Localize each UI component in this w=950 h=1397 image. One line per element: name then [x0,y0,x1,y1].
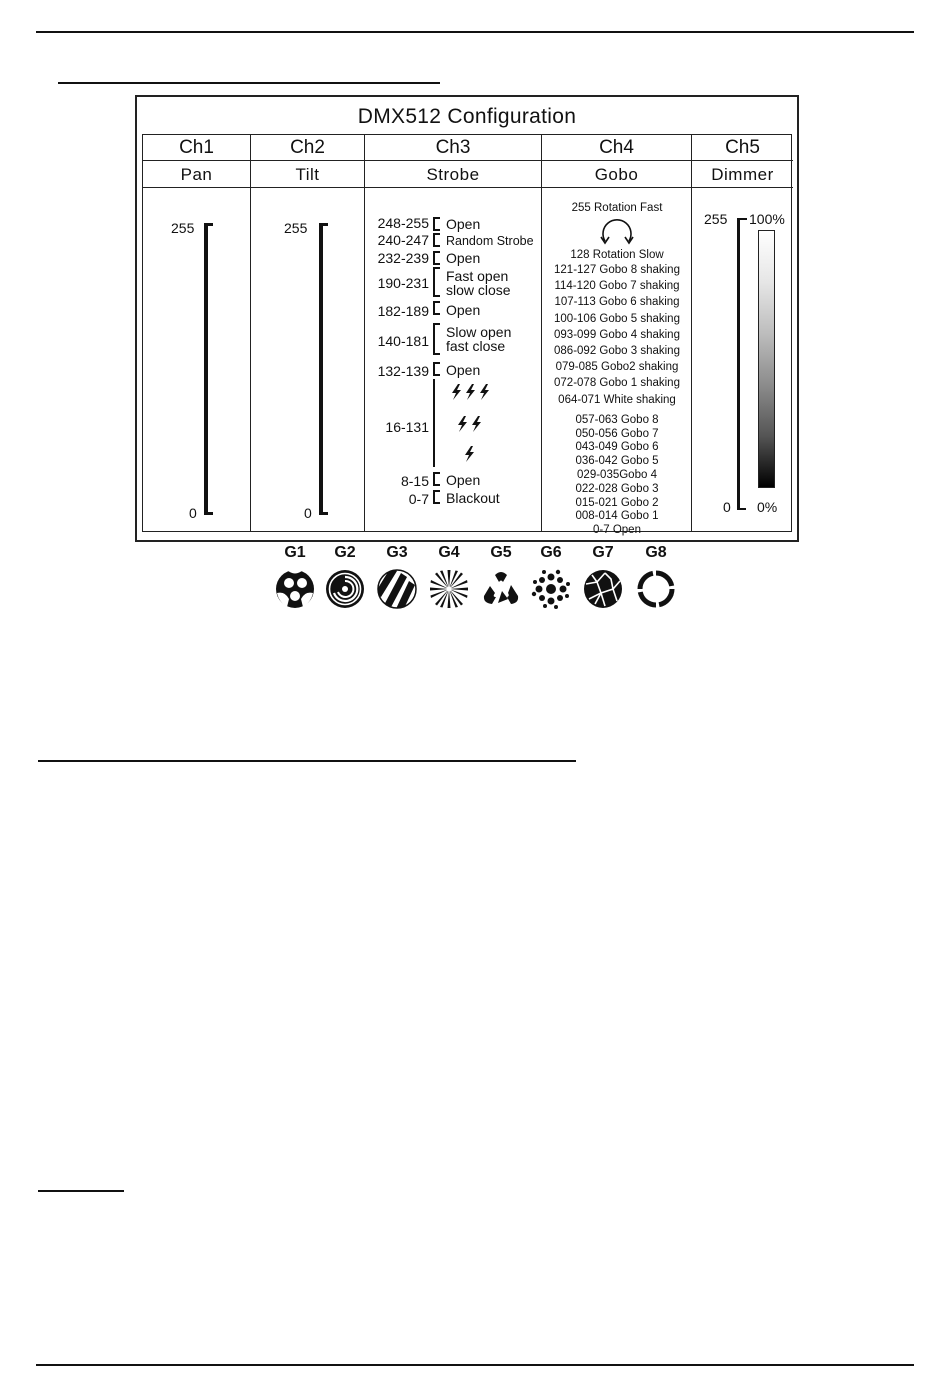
dimmer-max-label: 255 [704,211,728,227]
gobo-label: G3 [386,544,408,561]
gobo-range-item: 036-042 Gobo 5 [575,455,659,468]
gobo-8-icon [636,569,676,609]
gobo-range-item: 072-078 Gobo 1 shaking [554,377,680,390]
tilt-max-label: 255 [284,220,308,236]
strobe-desc-line2: fast close [446,338,506,354]
tilt-bottom-tick [319,512,328,515]
lightning-triple-icon [449,383,493,401]
gobo-range-item: 0-7 Open [593,524,641,537]
dimmer-min-pct: 0% [757,499,778,515]
gobo-1-icon [275,569,315,609]
gobo-label: G7 [592,544,614,561]
section-underline-2 [38,760,576,762]
gobo-range-item: 022-028 Gobo 3 [575,482,659,495]
gobo-6-icon [531,569,571,609]
strobe-range: 140-181 [377,333,429,349]
channel-name: Pan [143,161,250,188]
strobe-range: 248-255 [377,215,429,231]
section-underline-1 [58,82,440,84]
strobe-bracket [433,217,440,231]
gobo-label: G1 [284,544,306,561]
tilt-scale-bar [319,223,323,515]
gobo-range-item: 064-071 White shaking [558,393,676,406]
top-rule [36,31,914,33]
dimmer-top-tick [737,218,747,220]
strobe-range: 132-139 [377,363,429,379]
pan-min-label: 0 [189,505,197,521]
tilt-top-tick [319,223,328,226]
pan-top-tick [204,223,213,226]
gobo-label: G5 [490,544,512,561]
strobe-bracket-long [433,379,440,467]
gobo-2-icon [325,569,365,609]
gobo-range-item: 050-056 Gobo 7 [575,427,659,440]
strobe-range: 182-189 [377,303,429,319]
dimmer-scale-bar [737,218,740,510]
strobe-bracket [433,362,440,376]
strobe-bracket [433,267,440,297]
channel-name: Dimmer [692,161,793,188]
bottom-rule [36,1364,914,1366]
gobo-rotation-fast: 255 Rotation Fast [571,202,663,214]
dmx-config-table [135,95,799,542]
strobe-bracket [433,301,440,315]
tilt-min-label: 0 [304,505,312,521]
column-dimmer [692,135,793,531]
dimmer-min-label: 0 [723,499,731,515]
channel-header: Ch2 [251,135,364,161]
strobe-desc: Open [446,302,481,318]
dimmer-gradient-bar [758,230,775,488]
gobo-range-item: 093-099 Gobo 4 shaking [554,328,680,341]
strobe-bracket [433,233,440,247]
channel-header: Ch4 [542,135,691,161]
gobo-range-item: 008-014 Gobo 1 [575,510,659,523]
strobe-desc: Open [446,250,481,266]
channel-name: Tilt [251,161,364,188]
strobe-range: 232-239 [377,250,429,266]
strobe-desc: Slow open [446,324,512,340]
gobo-range-item: 079-085 Gobo2 shaking [555,361,679,374]
strobe-desc-line2: slow close [446,282,511,298]
gobo-label: G8 [645,544,667,561]
column-pan [143,135,251,531]
column-gobo [542,135,692,537]
pan-bottom-tick [204,512,213,515]
column-tilt [251,135,365,531]
gobo-range-item: 029-035Gobo 4 [577,469,657,481]
strobe-desc: Open [446,472,481,488]
strobe-range: 8-15 [400,473,429,489]
strobe-range: 16-131 [385,419,429,435]
gobo-range-item: 114-120 Gobo 7 shaking [554,280,680,293]
gobo-range-item: 057-063 Gobo 8 [575,413,659,426]
strobe-bracket [433,323,440,355]
table-title: DMX512 Configuration [357,105,577,128]
channel-name: Gobo [542,161,691,188]
lightning-single-icon [462,445,478,463]
channel-header: Ch5 [692,135,793,161]
gobo-5-icon [481,569,521,609]
strobe-desc: Open [446,216,481,232]
strobe-range: 190-231 [377,275,429,291]
strobe-range: 0-7 [408,491,429,507]
gobo-range-item: 086-092 Gobo 3 shaking [554,345,680,357]
strobe-desc: Random Strobe [446,234,534,248]
gobo-range-item: 015-021 Gobo 2 [575,496,659,509]
gobo-range-item: 100-106 Gobo 5 shaking [554,312,680,325]
gobo-rotation-slow: 128 Rotation Slow [570,249,664,261]
strobe-bracket [433,251,440,265]
pan-scale-bar [204,223,208,515]
gobo-3-icon [377,569,417,609]
lightning-double-icon [455,415,485,433]
strobe-bracket [433,490,440,504]
gobo-7-icon [583,569,623,609]
channel-name: Strobe [365,161,541,188]
gobo-4-icon [429,569,469,609]
strobe-desc: Fast open [446,268,509,284]
gobo-range-item: 121-127 Gobo 8 shaking [554,264,680,276]
gobo-label: G6 [540,544,562,561]
table-grid [142,134,792,537]
rotation-arrows-icon [597,215,637,251]
strobe-range: 240-247 [377,232,429,248]
gobo-label: G4 [438,544,460,561]
gobo-range-item: 043-049 Gobo 6 [575,441,659,454]
dimmer-bottom-tick [737,508,746,510]
dimmer-max-pct: 100% [749,211,785,227]
pan-max-label: 255 [171,220,195,236]
gobo-label: G2 [334,544,356,561]
strobe-desc: Open [446,362,481,378]
gobo-range-item: 107-113 Gobo 6 shaking [554,296,680,309]
strobe-bracket [433,472,440,486]
channel-header: Ch1 [143,135,250,161]
column-strobe [365,135,542,531]
section-underline-3 [38,1190,124,1192]
channel-header: Ch3 [365,135,541,161]
strobe-desc: Blackout [446,490,500,506]
